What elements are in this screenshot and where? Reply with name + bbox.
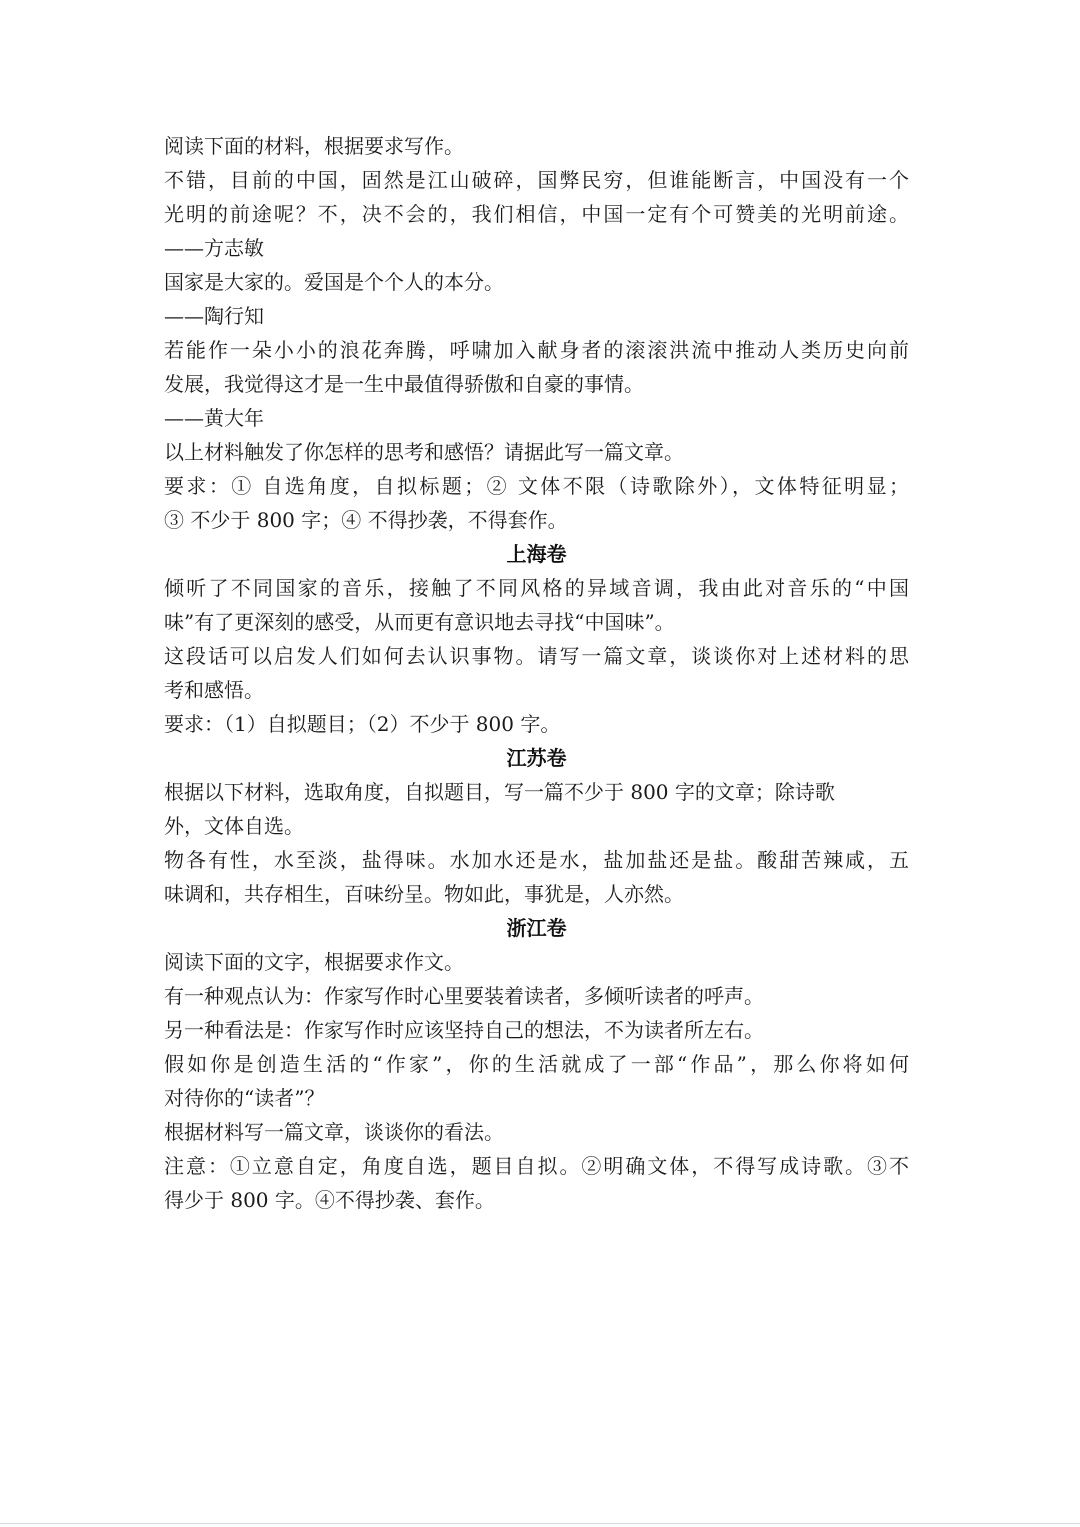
text-line: 光明的前途呢？不，决不会的，我们相信，中国一定有个可赞美的光明前途。 bbox=[164, 202, 909, 226]
text-line: 有一种观点认为：作家写作时心里要装着读者，多倾听读者的呼声。 bbox=[164, 984, 764, 1008]
text-line: 阅读下面的材料，根据要求写作。 bbox=[164, 134, 464, 158]
text-line: 外，文体自选。 bbox=[164, 814, 304, 838]
attribution-line: ——黄大年 bbox=[164, 406, 264, 430]
requirement-line: ③ 不少于 800 字；④ 不得抄袭，不得套作。 bbox=[164, 508, 568, 532]
text-line: 倾听了不同国家的音乐，接触了不同风格的异域音调，我由此对音乐的“中国 bbox=[164, 576, 909, 600]
text-line: 不错，目前的中国，固然是江山破碎，国弊民穷，但谁能断言，中国没有一个 bbox=[164, 168, 909, 192]
requirement-line: 要求：（1）自拟题目；（2）不少于 800 字。 bbox=[164, 712, 561, 736]
section-heading-zhejiang: 浙江卷 bbox=[506, 916, 567, 940]
text-line: 另一种看法是：作家写作时应该坚持自己的想法，不为读者所左右。 bbox=[164, 1018, 764, 1042]
document-body bbox=[164, 129, 909, 1217]
requirement-line: 得少于 800 字。④不得抄袭、套作。 bbox=[164, 1188, 495, 1212]
section-heading-jiangsu: 江苏卷 bbox=[506, 746, 567, 770]
text-line: 以上材料触发了你怎样的思考和感悟？请据此写一篇文章。 bbox=[164, 440, 684, 464]
text-line: 若能作一朵小小的浪花奔腾，呼啸加入献身者的滚滚洪流中推动人类历史向前 bbox=[164, 338, 909, 362]
requirement-line: 要求：① 自选角度，自拟标题；② 文体不限（诗歌除外），文体特征明显； bbox=[164, 474, 909, 498]
page-bottom-divider bbox=[0, 1523, 1080, 1524]
text-line: 根据材料写一篇文章，谈谈你的看法。 bbox=[164, 1120, 504, 1144]
text-line: 物各有性，水至淡，盐得味。水加水还是水，盐加盐还是盐。酸甜苦辣咸，五 bbox=[164, 848, 909, 872]
text-line: 味”有了更深刻的感受，从而更有意识地去寻找“中国味”。 bbox=[164, 610, 675, 634]
text-line: 这段话可以启发人们如何去认识事物。请写一篇文章，谈谈你对上述材料的思 bbox=[164, 644, 909, 668]
text-line: 发展，我觉得这才是一生中最值得骄傲和自豪的事情。 bbox=[164, 372, 644, 396]
section-heading-shanghai: 上海卷 bbox=[506, 542, 567, 566]
attribution-line: ——方志敏 bbox=[164, 236, 264, 260]
text-line: 阅读下面的文字，根据要求作文。 bbox=[164, 950, 464, 974]
text-line: 对待你的“读者”？ bbox=[164, 1086, 325, 1110]
text-line: 根据以下材料，选取角度，自拟题目，写一篇不少于 800 字的文章；除诗歌 bbox=[164, 780, 835, 804]
attribution-line: ——陶行知 bbox=[164, 304, 264, 328]
text-line: 假如你是创造生活的“作家”，你的生活就成了一部“作品”，那么你将如何 bbox=[164, 1052, 909, 1076]
text-line: 考和感悟。 bbox=[164, 678, 264, 702]
text-line: 国家是大家的。爱国是个个人的本分。 bbox=[164, 270, 504, 294]
requirement-line: 注意：①立意自定，角度自选，题目自拟。②明确文体，不得写成诗歌。③不 bbox=[164, 1154, 909, 1178]
text-line: 味调和，共存相生，百味纷呈。物如此，事犹是，人亦然。 bbox=[164, 882, 684, 906]
